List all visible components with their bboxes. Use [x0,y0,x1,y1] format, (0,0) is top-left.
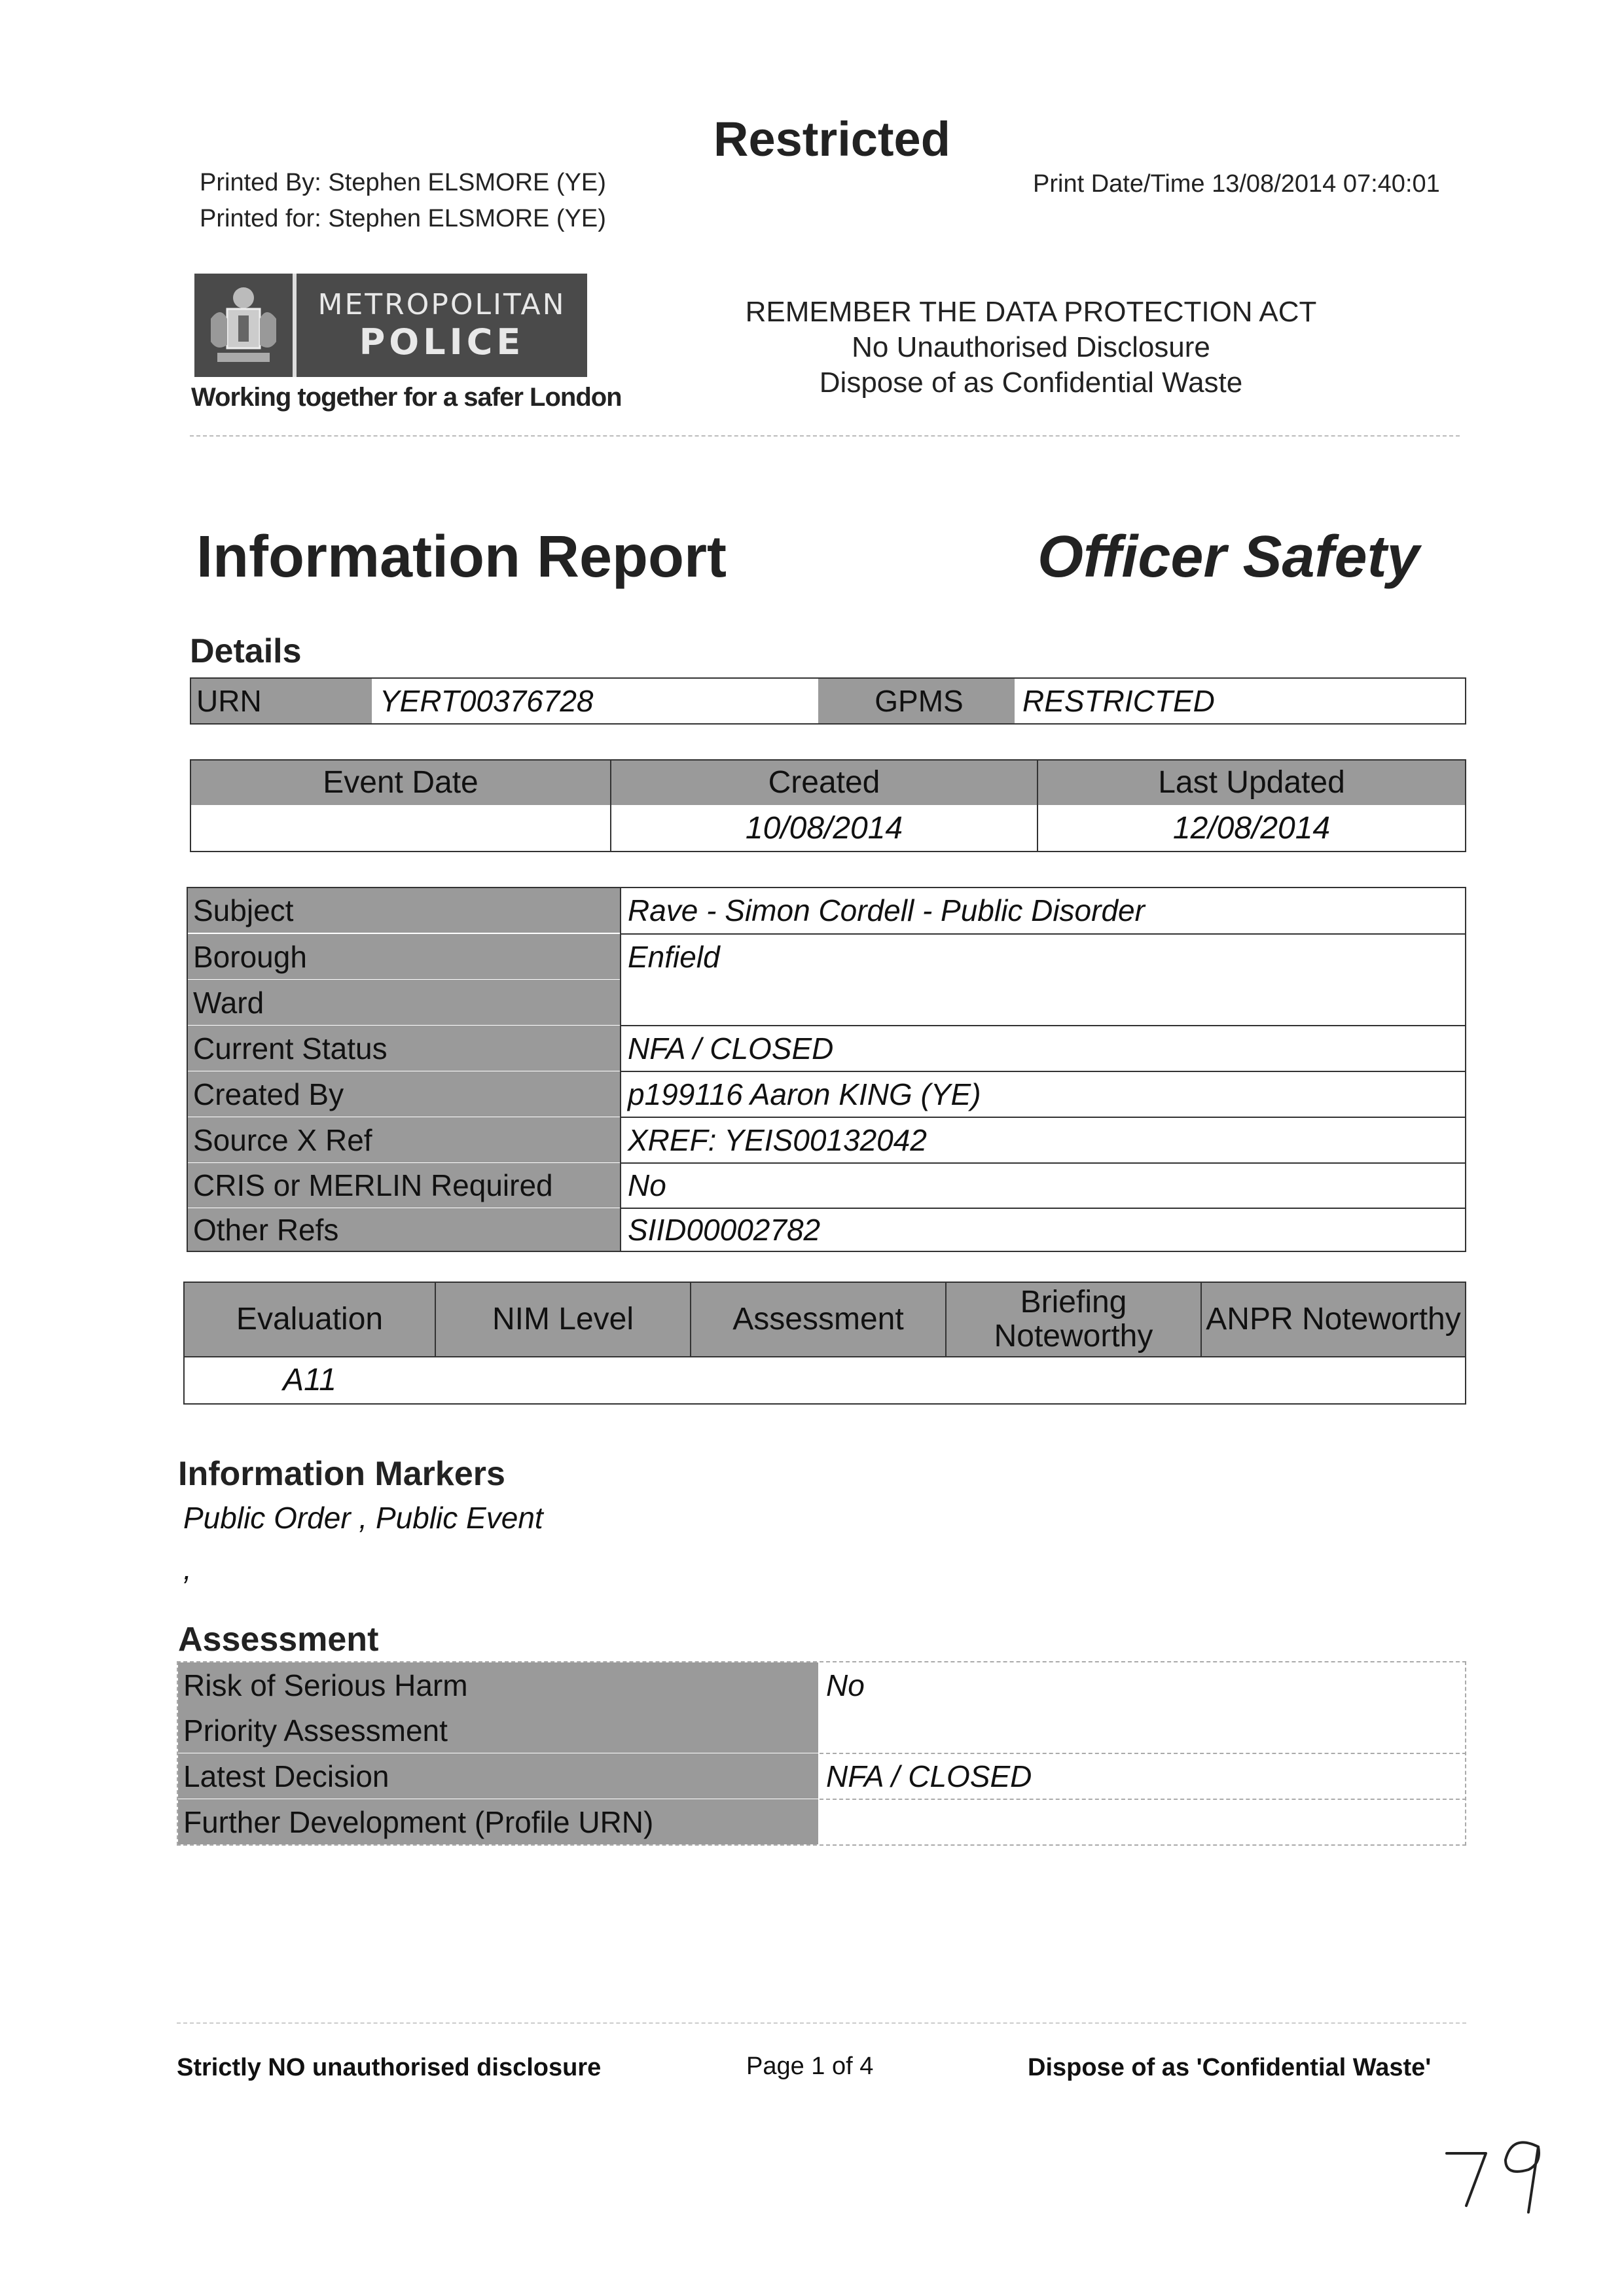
assessment-header: Assessment [691,1283,945,1356]
field-value-borough: Enfield [628,939,720,974]
assessment-value-priority [820,1708,1465,1753]
urn-label: URN [191,679,372,723]
urn-value: YERT00376728 [380,684,594,718]
header-divider [190,435,1460,437]
last-updated-header: Last Updated [1038,761,1465,805]
markers-heading: Information Markers [178,1455,505,1493]
footer-page-number: Page 1 of 4 [746,2053,874,2080]
markers-extra: , [183,1552,192,1586]
notice-line1: REMEMBER THE DATA PROTECTION ACT [745,296,1317,328]
notice-line3: Dispose of as Confidential Waste [819,367,1243,399]
field-value-ward [621,980,1465,1025]
assessment-label-risk: Risk of Serious Harm [178,1662,818,1708]
field-value-cris-merlin: No [628,1168,666,1202]
briefing-noteworthy-header: Briefing Noteworthy [947,1283,1200,1356]
field-label-borough: Borough [188,934,620,979]
evaluation-header: Evaluation [185,1283,435,1356]
briefing-noteworthy-value [947,1357,1200,1403]
assessment-label-priority: Priority Assessment [178,1708,818,1753]
field-label-other-refs: Other Refs [188,1208,620,1251]
field-label-subject: Subject [188,888,620,933]
nim-level-header: NIM Level [436,1283,690,1356]
printed-for: Printed for: Stephen ELSMORE (YE) [200,205,606,232]
gpms-label: GPMS [818,679,1015,723]
print-datetime: Print Date/Time 13/08/2014 07:40:01 [1033,170,1440,198]
gpms-value: RESTRICTED [1022,684,1215,718]
assessment-value-further [820,1799,1465,1844]
details-heading: Details [190,632,302,670]
field-value-created-by: p199116 Aaron KING (YE) [628,1077,981,1111]
field-label-cris-merlin: CRIS or MERLIN Required [188,1163,620,1208]
printed-by: Printed By: Stephen ELSMORE (YE) [200,169,606,196]
field-label-source-xref: Source X Ref [188,1117,620,1162]
evaluation-value: A11 [283,1363,336,1397]
logo-line1: METROPOLITAN [317,288,566,321]
footer-right: Dispose of as 'Confidential Waste' [1028,2054,1432,2081]
logo-tagline: Working together for a safer London [191,383,622,412]
event-date-header: Event Date [191,761,610,805]
field-label-ward: Ward [188,980,620,1025]
page-title: Information Report [196,524,727,590]
field-value-other-refs: SIID00002782 [628,1212,821,1247]
fields-divider [620,887,621,1252]
officer-safety-label: Officer Safety [1038,524,1420,590]
field-value-current-status: NFA / CLOSED [628,1031,834,1066]
created-header: Created [611,761,1037,805]
nim-level-value [436,1357,690,1403]
assessment-value [691,1357,945,1403]
assessment-value-risk: No [826,1668,865,1702]
event-date-value [191,806,610,851]
field-value-subject: Rave - Simon Cordell - Public Disorder [628,893,1145,927]
handwritten-page-number [1440,2127,1558,2219]
markers-values: Public Order , Public Event [183,1501,543,1535]
field-label-current-status: Current Status [188,1026,620,1071]
assessment-heading: Assessment [178,1621,379,1659]
last-updated-value: 12/08/2014 [1172,811,1331,846]
anpr-noteworthy-value [1202,1357,1465,1403]
restricted-banner: Restricted [713,112,950,166]
field-label-created-by: Created By [188,1071,620,1117]
footer-left: Strictly NO unauthorised disclosure [177,2054,602,2081]
field-value-source-xref: XREF: YEIS00132042 [628,1122,927,1157]
crest-icon [194,274,297,377]
logo-line2: POLICE [359,321,525,363]
anpr-noteworthy-header: ANPR Noteworthy [1202,1283,1465,1356]
assessment-value-decision: NFA / CLOSED [826,1759,1032,1793]
data-protection-notice [655,295,1407,401]
notice-line2: No Unauthorised Disclosure [852,331,1210,363]
footer-divider [177,2022,1466,2024]
assessment-label-decision: Latest Decision [178,1753,818,1799]
met-police-logo [194,274,587,377]
assessment-label-further: Further Development (Profile URN) [178,1799,818,1844]
created-value: 10/08/2014 [745,811,903,846]
